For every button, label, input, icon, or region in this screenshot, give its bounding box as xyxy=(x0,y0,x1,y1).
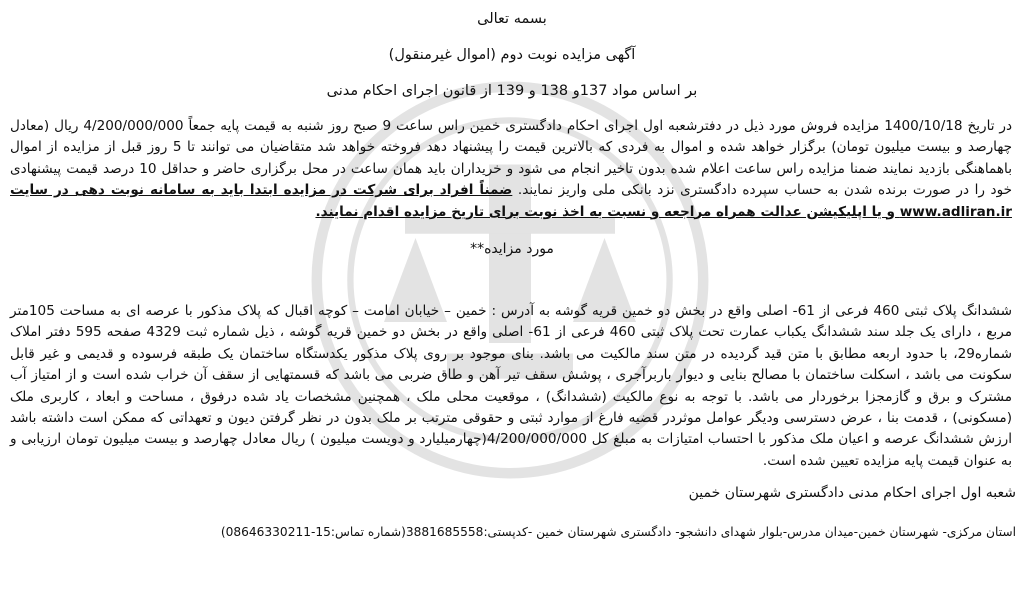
property-description: ششدانگ پلاک ثبتی 460 فرعی از 61- اصلی واقع در بخش دو خمین قریه گوشه به آدرس : خمین – خیابان امامت – کوچه اقبال که پلاک مذکور با عرصه ای به مساحت 105متر مربع ، دارای یک جلد سند ششدانگ یکباب عمارت تحت پلاک ثبتی 460 فرعی از 61- اصلی واقع در بخش دو خمین قریه گوشه ، ذیل شماره ثبت 4329 صفحه 595 دفتر املاک شماره29، با حدود اربعه مطابق با متن قید گردیده در متن سند مالکیت می باشد. بنای موجود بر روی پلاک مذکور یکدستگاه ساختمان یک طبقه فرسوده و قدیمی و غیر قابل سکونت می باشد ، اسکلت ساختمان با مصالح بنایی و دیوار باربرآجری ، پوشش سقف تیر آهن و طاق ضربی می باشد که قسمتهایی از سقف آن خراب شده است و از امتیاز آب مشترک و برق و گازمجزا برخوردار می باشد. با توجه به نوع مالکیت (ششدانگ) ، موقعیت محلی ملک ، همچنین مشخصات یاد شده درفوق ، مساحت و ابعاد ، کاربری ملک (مسکونی) ، قدمت بنا ، عرض دسترسی ودیگر عوامل موثردر قضیه فارغ از موارد ثبتی و حقوقی مترتب بر ملک بدون در نظر گرفتن دیون و تعهداتی که ممکن است داشته باشد ارزش ششدانگ عرصه و اعیان ملک مذکور با احتساب امتیازات به مبلغ کل 4/200/000/000(چهارمیلیارد و دویست میلیون ) ریال معادل چهارصد و بیست میلیون تومان ارزیابی و به عنوان قیمت پایه مزایده تعیین شده است. xyxy=(10,303,1012,469)
notice-subtitle: بر اساس مواد 137و 138 و 139 از قانون اجرای احکام مدنی xyxy=(326,83,698,99)
intro-paragraph xyxy=(8,116,1016,223)
bismillah-heading: بسمه تعالی xyxy=(477,11,547,27)
registration-note: ضمناً افراد برای شرکت در مزایده ابتدا باید به سامانه نوبت دهی در سایت www.adliran.ir و یا اپلیکیشن عدالت همراه مراجعه و نسبت به اخذ نوبت برای تاریخ مزایده اقدام نمایند. xyxy=(10,182,1012,220)
notice-title: آگهی مزایده نوبت دوم (اموال غیرمنقول) xyxy=(388,47,636,63)
intro-text: در تاریخ 1400/10/18 مزایده فروش مورد ذیل در دفترشعبه اول اجرای احکام دادگستری خمین راس ساعت 9 صبح روز شنبه به قیمت پایه جمعاً 4/200/000/000 ریال (معادل چهارصد و بیست میلیون تومان) برگزار خواهد شده و اموال به فردی که بالاترین قیمت را پیشنهاد دهد فروخته خواهد شد متقاضیان می توانند تا 5 روز قبل از مزایده از اموال باهماهنگی بازدید نمایند ضمنا مزایده راس ساعت اعلام شده بدون تاخیر انجام می شود و خریداران باید همان ساعت در محل برگزاری حاضر و حداقل 10 درصد قیمت پیشنهادی خود را در صورت برنده شدن به حساب سپرده دادگستری نزد بانکی ملی واریز نمایند. xyxy=(10,118,1012,199)
auction-notice xyxy=(8,0,1016,542)
issuer-signature: شعبه اول اجرای احکام مدنی دادگستری شهرستان خمین xyxy=(688,485,1016,502)
auction-item-heading: مورد مزایده** xyxy=(470,241,554,258)
contact-footer: استان مرکزی- شهرستان خمین-میدان مدرس-بلوار شهدای دانشجو- دادگستری شهرستان خمین -کدپستی:3881685558(شماره تماس:15-08646330211) xyxy=(220,525,1016,540)
